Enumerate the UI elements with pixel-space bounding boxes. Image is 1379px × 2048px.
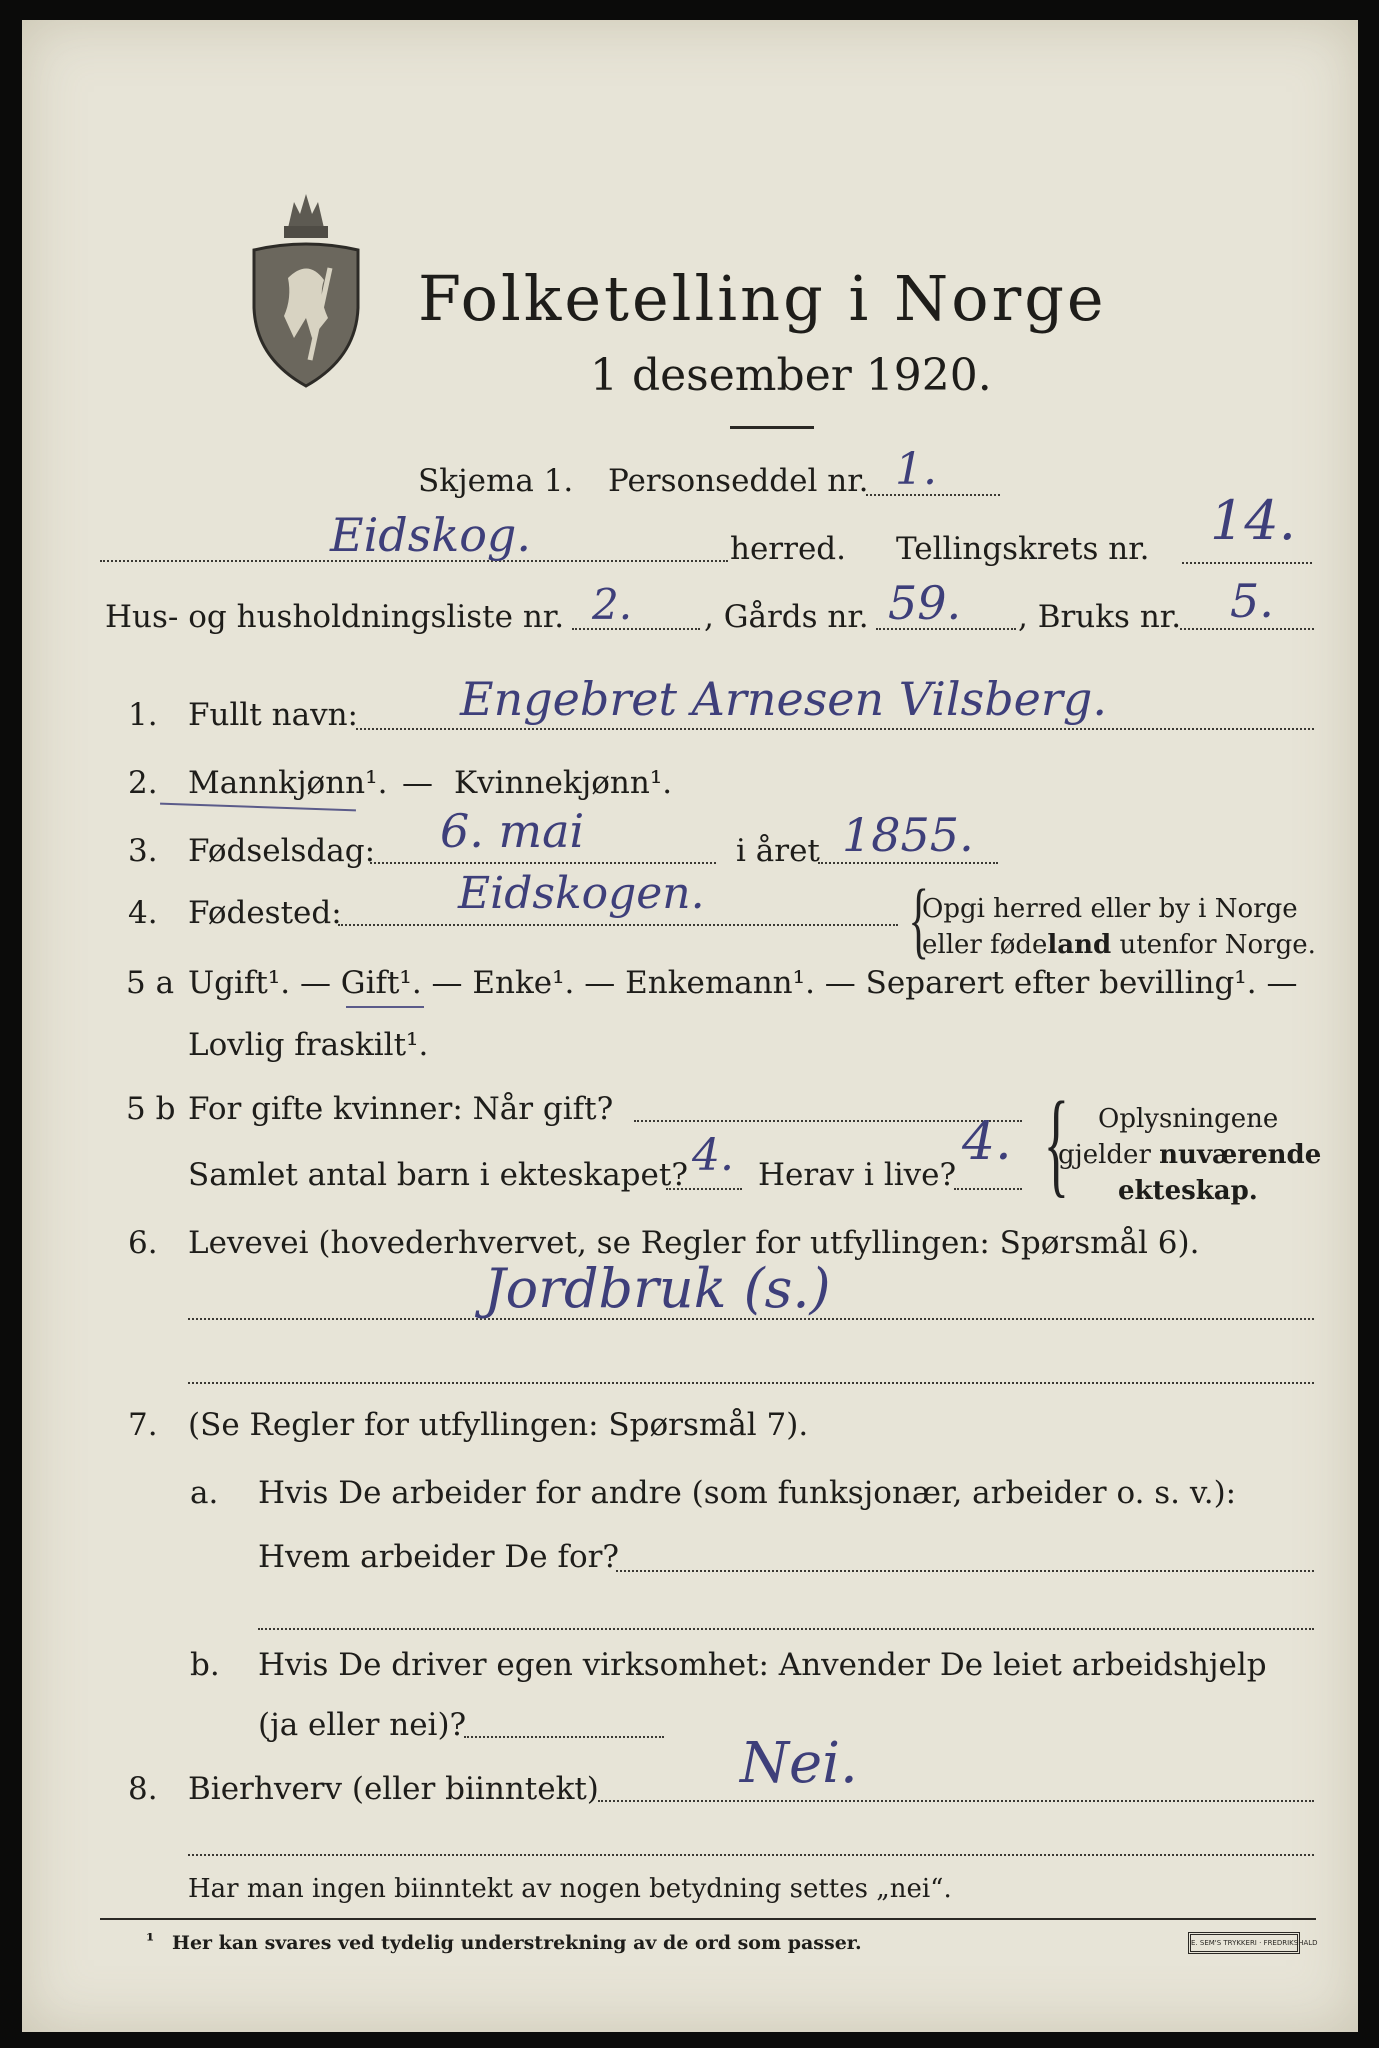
form-title: Folketelling i Norge	[418, 262, 1107, 335]
q7-label: (Se Regler for utfyllingen: Spørsmål 7).	[188, 1407, 809, 1443]
marriage-note-2: gjelder nuværende	[1058, 1140, 1322, 1170]
marriage-note-1: Oplysningene	[1098, 1104, 1279, 1134]
year-label: i året	[736, 833, 820, 869]
birthday-value: 6. mai	[440, 804, 585, 858]
q5b-number: 5 b	[126, 1091, 176, 1127]
children-label: Samlet antal barn i ekteskapet?	[188, 1157, 688, 1193]
occupation-field-2[interactable]	[188, 1382, 1314, 1384]
q2-number: 2.	[128, 765, 158, 801]
side-income-label: Bierhverv (eller biinntekt)	[188, 1771, 599, 1807]
tellingskrets-field[interactable]	[1182, 562, 1312, 564]
printer-stamp	[1188, 1932, 1318, 1954]
q2-separator: —	[402, 765, 433, 801]
herred-value: Eidskog.	[330, 508, 531, 562]
marriage-note-brace: {	[1043, 1077, 1070, 1208]
tellingskrets-value: 14.	[1210, 489, 1296, 552]
q8-number: 8.	[128, 1771, 158, 1807]
employer-label: Hvem arbeider De for?	[258, 1539, 620, 1575]
birth-year-field[interactable]	[818, 862, 998, 864]
alive-field[interactable]	[954, 1188, 1022, 1190]
birthplace-field[interactable]	[338, 924, 898, 926]
birth-year-value: 1855.	[842, 808, 974, 862]
full-name-value: Engebret Arnesen Vilsberg.	[460, 672, 1107, 726]
gards-label: , Gårds nr.	[704, 599, 869, 635]
husliste-value: 2.	[592, 580, 633, 629]
q4-number: 4.	[128, 895, 158, 931]
birthplace-note-brace: {	[908, 871, 929, 967]
footnote-mark: ¹	[146, 1930, 155, 1952]
gards-value: 59.	[888, 576, 962, 630]
norwegian-coat-of-arms-icon	[248, 188, 364, 388]
q1-label: Fullt navn:	[188, 697, 358, 733]
bruks-value: 5.	[1230, 574, 1274, 628]
children-value: 4.	[692, 1130, 734, 1181]
alive-value: 4.	[962, 1112, 1012, 1172]
married-when-label: For gifte kvinner: Når gift?	[188, 1091, 614, 1127]
q7a-text: Hvis De arbeider for andre (som funksjonær, arbeider o. s. v.):	[258, 1475, 1237, 1511]
q1-number: 1.	[128, 697, 158, 733]
tellingskrets-label: Tellingskrets nr.	[896, 531, 1150, 567]
male-option[interactable]: Mannkjønn¹.	[188, 765, 388, 801]
q4-label: Fødested:	[188, 895, 342, 931]
q5a-number: 5 a	[126, 965, 175, 1001]
side-income-field-2[interactable]	[188, 1854, 1314, 1856]
q3-label: Fødselsdag:	[188, 833, 376, 869]
nei-note: Har man ingen biinntekt av nogen betydning settes „nei“.	[188, 1874, 952, 1904]
hired-help-label: (ja eller nei)?	[258, 1707, 467, 1743]
q6-number: 6.	[128, 1225, 158, 1261]
female-option[interactable]: Kvinnekjønn¹.	[454, 765, 673, 801]
birthplace-note-line2: eller fødeland utenfor Norge.	[922, 930, 1316, 960]
birthplace-note-line1: Opgi herred eller by i Norge	[922, 894, 1298, 924]
q7b-letter: b.	[190, 1647, 220, 1683]
husliste-label: Hus- og husholdningsliste nr.	[105, 599, 565, 635]
employer-field-2[interactable]	[258, 1628, 1314, 1630]
footnote-text: Her kan svares ved tydelig understrekning av de ord som passer.	[172, 1932, 862, 1954]
q7-number: 7.	[128, 1407, 158, 1443]
herred-label: herred.	[730, 531, 846, 567]
hired-help-field[interactable]	[464, 1736, 664, 1738]
employer-field[interactable]	[616, 1570, 1314, 1572]
personseddel-value: 1.	[895, 444, 937, 495]
footnote-rule	[100, 1918, 1316, 1920]
printer-stamp-text: E. SEM'S TRYKKERI · FREDRIKSHALD	[1191, 1939, 1318, 1947]
children-field[interactable]	[666, 1188, 742, 1190]
marital-status-options[interactable]: Ugift¹. — Gift¹. — Enke¹. — Enkemann¹. — Separert efter bevilling¹. —	[188, 965, 1298, 1001]
alive-label: Herav i live?	[758, 1157, 957, 1193]
bruks-label: , Bruks nr.	[1018, 599, 1182, 635]
occupation-label: Levevei (hovederhvervet, se Regler for utfyllingen: Spørsmål 6).	[188, 1225, 1200, 1261]
side-income-field[interactable]	[598, 1800, 1314, 1802]
skjema-label: Skjema 1.	[418, 463, 574, 499]
birthday-field[interactable]	[370, 862, 716, 864]
personseddel-label: Personseddel nr.	[608, 463, 869, 499]
occupation-value: Jordbruk (s.)	[484, 1257, 831, 1320]
form-date: 1 desember 1920.	[590, 350, 992, 401]
q3-number: 3.	[128, 833, 158, 869]
marital-status-options-2[interactable]: Lovlig fraskilt¹.	[188, 1027, 429, 1063]
birthplace-value: Eidskogen.	[458, 868, 705, 919]
marriage-note-3: ekteskap.	[1118, 1176, 1258, 1206]
q7b-text: Hvis De driver egen virksomhet: Anvender De leiet arbeidshjelp	[258, 1647, 1267, 1683]
gift-underline	[346, 1006, 424, 1008]
bruks-field[interactable]	[1180, 628, 1314, 630]
side-income-value: Nei.	[740, 1731, 858, 1796]
title-divider	[730, 426, 814, 429]
q7a-letter: a.	[190, 1475, 219, 1511]
full-name-field[interactable]	[356, 728, 1314, 730]
